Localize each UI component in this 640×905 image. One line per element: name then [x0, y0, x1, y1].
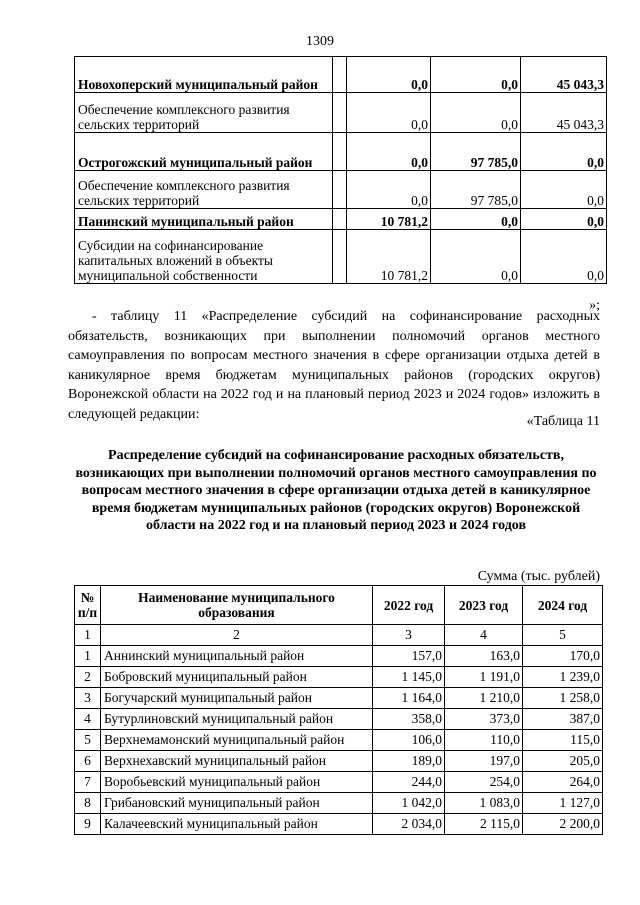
table-row: 3 Богучарский муниципальный район 1 164,0 1 210,0 1 258,0: [75, 688, 603, 709]
table-row: Новохоперский муниципальный район 0,0 0,0 45 043,3: [75, 57, 607, 93]
table-row: Острогожский муниципальный район 0,0 97 785,0 0,0: [75, 133, 607, 171]
header-2023: 2023 год: [445, 586, 523, 625]
table-row: Субсидии на софинансирование капитальных вложений в объекты муниципальной собственности 10 781,2 0,0 0,0: [75, 230, 607, 284]
table-row: Обеспечение комплексного развития сельских территорий 0,0 0,0 45 043,3: [75, 93, 607, 133]
subsidy-name: Обеспечение комплексного развития сельских территорий: [75, 93, 333, 133]
table-row: 9 Калачеевский муниципальный район 2 034,0 2 115,0 2 200,0: [75, 814, 603, 835]
table-heading: Распределение субсидий на софинансирование расходных обязательств, возникающих при выполнении полномочий органов местного самоуправления по вопросам местного значения в сфере организации отдыха детей в каникулярное время бюджетам муниципальных районов (городских округов) Воронежской области на 2022 год и на плановый период 2023 и 2024 годов: [75, 448, 597, 533]
table-header-row: [75, 586, 603, 625]
table-row: 7 Воробьевский муниципальный район 244,0 254,0 264,0: [75, 772, 603, 793]
table-label: «Таблица 11: [526, 414, 600, 429]
column-index-row: 1 2 3 4 5: [75, 625, 603, 646]
table-row: 5 Верхнемамонский муниципальный район 106,0 110,0 115,0: [75, 730, 603, 751]
amendment-paragraph: - таблицу 11 «Распределение субсидий на софинансирование расходных обязательств, возникающих при выполнении полномочий органов местного самоуправления по вопросам местного значения в сфере организации отдыха детей в каникулярное время бюджетам муниципальных районов (городских округов) Воронежской области на 2022 год и на плановый период 2023 и 2024 годов» изложить в следующей редакции:: [68, 309, 600, 422]
table-row: 6 Верхнехавский муниципальный район 189,0 197,0 205,0: [75, 751, 603, 772]
header-2022: 2022 год: [373, 586, 445, 625]
table-row: 4 Бутурлиновский муниципальный район 358,0 373,0 387,0: [75, 709, 603, 730]
district-name: Новохоперский муниципальный район: [75, 57, 333, 93]
district-name: Панинский муниципальный район: [75, 209, 333, 230]
header-2024: 2024 год: [523, 586, 603, 625]
header-no: № п/п: [75, 586, 101, 625]
table-row: 1 Аннинский муниципальный район 157,0 163,0 170,0: [75, 646, 603, 667]
subsidy-name: Обеспечение комплексного развития сельских территорий: [75, 171, 333, 209]
quote-end: »;: [589, 298, 600, 313]
table-row: Панинский муниципальный район 10 781,2 0,0 0,0: [75, 209, 607, 230]
table-row: 2 Бобровский муниципальный район 1 145,0 1 191,0 1 239,0: [75, 667, 603, 688]
previous-table: [74, 56, 607, 284]
subsidy-name: Субсидии на софинансирование капитальных вложений в объекты муниципальной собственности: [75, 230, 333, 284]
table-row: 8 Грибановский муниципальный район 1 042,0 1 083,0 1 127,0: [75, 793, 603, 814]
table-row: Обеспечение комплексного развития сельских территорий 0,0 97 785,0 0,0: [75, 171, 607, 209]
header-name: Наименование муниципального образования: [101, 586, 373, 625]
units-note: Сумма (тыс. рублей): [477, 569, 600, 584]
subsidy-table: [74, 585, 603, 835]
district-name: Острогожский муниципальный район: [75, 133, 333, 171]
page-number: 1309: [306, 34, 334, 49]
